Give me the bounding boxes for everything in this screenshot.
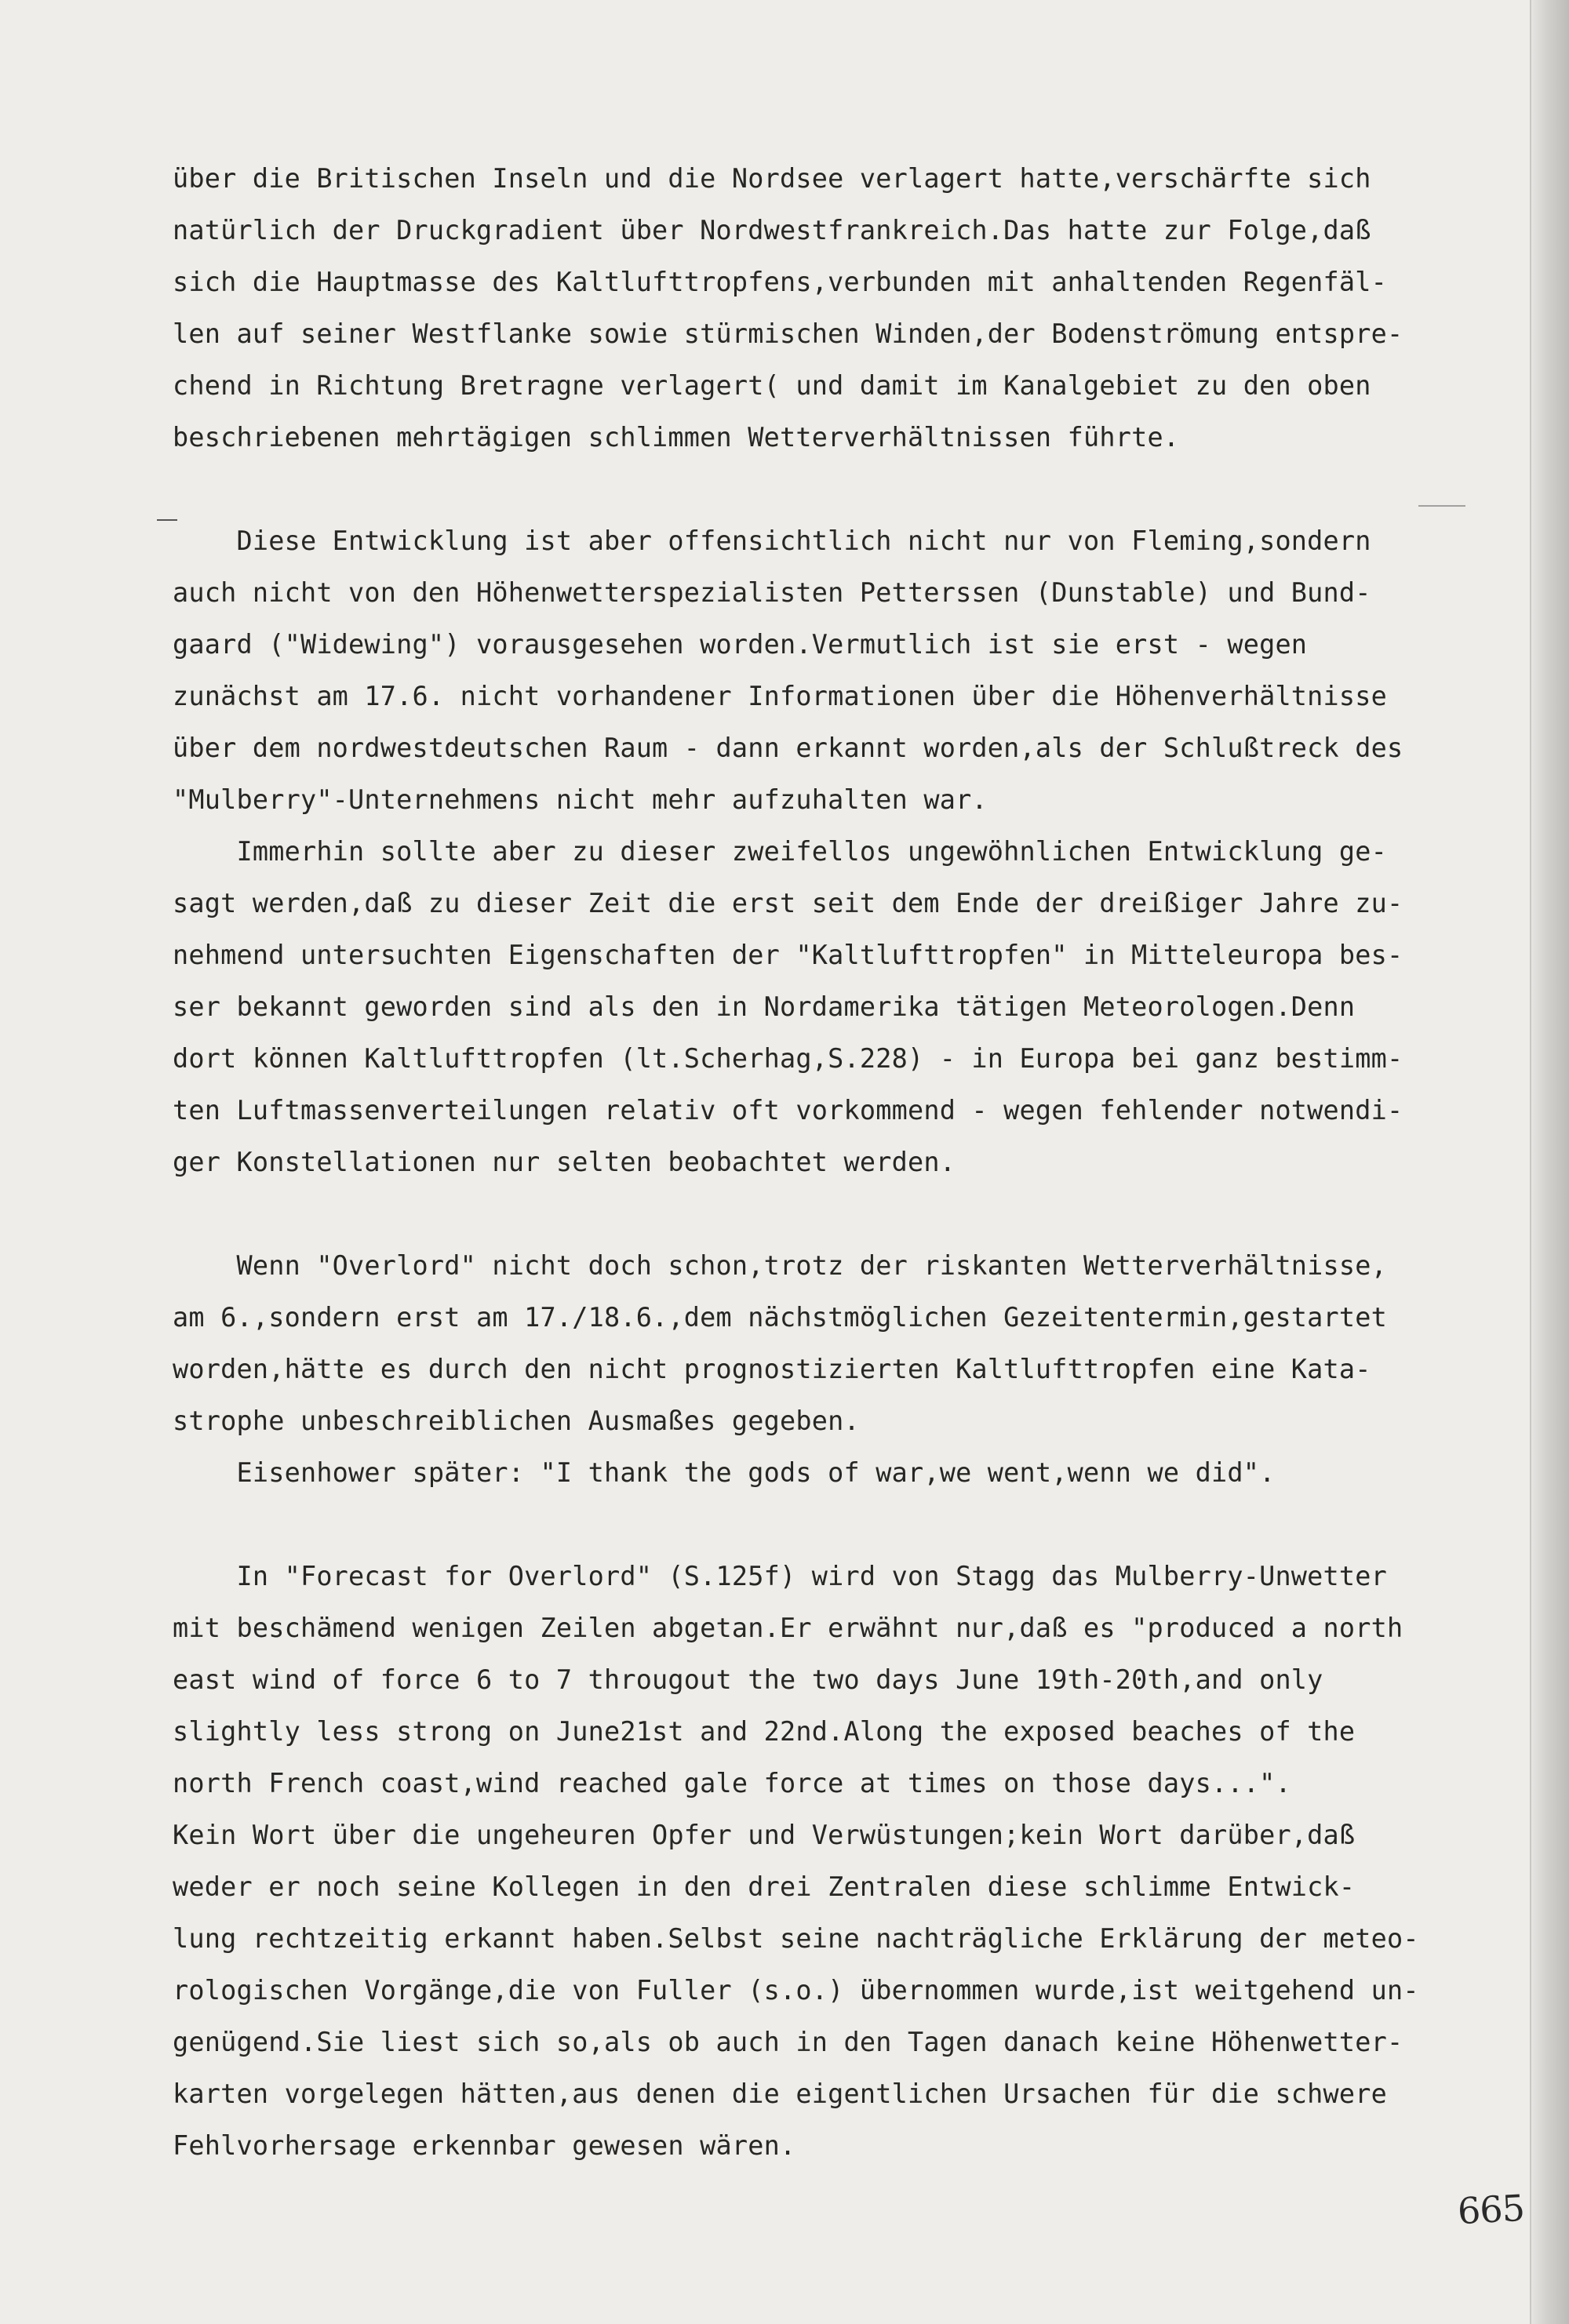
paragraph-gap	[173, 464, 1491, 515]
body-text	[173, 153, 1491, 2172]
text-line: gaard ("Widewing") vorausgesehen worden.Vermutlich ist sie erst - wegen	[173, 629, 1308, 660]
text-line: genügend.Sie liest sich so,als ob auch in den Tagen danach keine Höhenwetter-	[173, 2027, 1403, 2057]
page-number: 665	[1456, 2186, 1526, 2233]
paragraph-2	[173, 515, 1491, 826]
text-line: mit beschämend wenigen Zeilen abgetan.Er erwähnt nur,daß es "produced a north	[173, 1613, 1403, 1643]
text-line: rologischen Vorgänge,die von Fuller (s.o.) übernommen wurde,ist weitgehend un-	[173, 1975, 1419, 2006]
text-line: Fehlvorhersage erkennbar gewesen wären.	[173, 2130, 796, 2161]
text-line: zunächst am 17.6. nicht vorhandener Informationen über die Höhenverhältnisse	[173, 681, 1388, 711]
text-line: "Mulberry"-Unternehmens nicht mehr aufzuhalten war.	[173, 784, 988, 815]
text-line: ser bekannt geworden sind als den in Nordamerika tätigen Meteorologen.Denn	[173, 991, 1356, 1022]
stray-pen-mark	[1418, 505, 1465, 507]
text-line: sagt werden,daß zu dieser Zeit die erst seit dem Ende der dreißiger Jahre zu-	[173, 888, 1403, 918]
text-line: In "Forecast for Overlord" (S.125f) wird von Stagg das Mulberry-Unwetter	[173, 1561, 1388, 1591]
text-line: Immerhin sollte aber zu dieser zweifellos ungewöhnlichen Entwicklung ge-	[173, 836, 1388, 867]
text-line: weder er noch seine Kollegen in den drei Zentralen diese schlimme Entwick-	[173, 1871, 1356, 1902]
text-line: ger Konstellationen nur selten beobachtet werden.	[173, 1147, 956, 1177]
binding-shadow	[1531, 0, 1569, 2324]
text-line: nehmend untersuchten Eigenschaften der "Kaltlufttropfen" in Mitteleuropa bes-	[173, 940, 1403, 970]
text-line: am 6.,sondern erst am 17./18.6.,dem nächstmöglichen Gezeitentermin,gestartet	[173, 1302, 1388, 1333]
text-line: Kein Wort über die ungeheuren Opfer und Verwüstungen;kein Wort darüber,daß	[173, 1820, 1356, 1850]
text-line: len auf seiner Westflanke sowie stürmischen Winden,der Bodenströmung entspre-	[173, 318, 1403, 349]
text-line: ten Luftmassenverteilungen relativ oft vorkommend - wegen fehlender notwendi-	[173, 1095, 1403, 1126]
paragraph-3	[173, 826, 1491, 1188]
text-line: auch nicht von den Höhenwetterspezialisten Petterssen (Dunstable) und Bund-	[173, 577, 1371, 608]
text-line: slightly less strong on June21st and 22nd.Along the exposed beaches of the	[173, 1716, 1356, 1747]
text-line: strophe unbeschreiblichen Ausmaßes gegeben.	[173, 1406, 860, 1436]
stray-pen-mark	[157, 519, 177, 521]
paragraph-5	[173, 1551, 1491, 2172]
text-line: east wind of force 6 to 7 througout the two days June 19th-20th,and only	[173, 1664, 1323, 1695]
text-line: karten vorgelegen hätten,aus denen die eigentlichen Ursachen für die schwere	[173, 2079, 1388, 2109]
text-line: Diese Entwicklung ist aber offensichtlich nicht nur von Fleming,sondern	[173, 526, 1371, 556]
text-line: Eisenhower später: "I thank the gods of war,we went,wenn we did".	[173, 1457, 1276, 1488]
text-line: sich die Hauptmasse des Kaltlufttropfens,verbunden mit anhaltenden Regenfäl-	[173, 267, 1388, 297]
paragraph-1	[173, 153, 1491, 464]
text-line: lung rechtzeitig erkannt haben.Selbst seine nachträgliche Erklärung der meteo-	[173, 1923, 1419, 1954]
text-line: chend in Richtung Bretragne verlagert( und damit im Kanalgebiet zu den oben	[173, 370, 1371, 401]
text-line: über dem nordwestdeutschen Raum - dann erkannt worden,als der Schlußtreck des	[173, 733, 1403, 763]
paragraph-gap	[173, 1188, 1491, 1240]
text-line: north French coast,wind reached gale force at times on those days...".	[173, 1768, 1291, 1798]
text-line: über die Britischen Inseln und die Nordsee verlagert hatte,verschärfte sich	[173, 163, 1371, 194]
text-line: beschriebenen mehrtägigen schlimmen Wetterverhältnissen führte.	[173, 422, 1180, 453]
paragraph-4	[173, 1240, 1491, 1499]
text-line: worden,hätte es durch den nicht prognostizierten Kaltlufttropfen eine Kata-	[173, 1354, 1371, 1384]
text-line: Wenn "Overlord" nicht doch schon,trotz der riskanten Wetterverhältnisse,	[173, 1250, 1388, 1281]
text-line: dort können Kaltlufttropfen (lt.Scherhag,S.228) - in Europa bei ganz bestimm-	[173, 1043, 1403, 1074]
paragraph-gap	[173, 1499, 1491, 1551]
text-line: natürlich der Druckgradient über Nordwestfrankreich.Das hatte zur Folge,daß	[173, 215, 1371, 245]
